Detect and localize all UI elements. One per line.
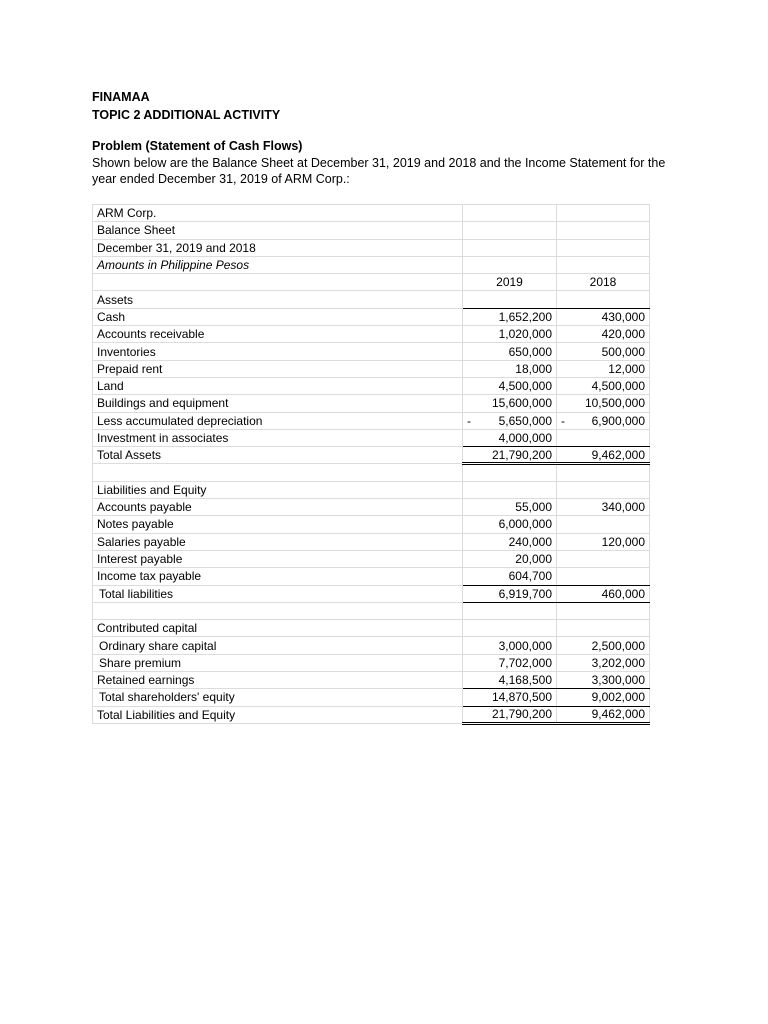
amount: 9,462,000 [591,447,645,462]
amount-2019 [463,533,557,550]
amount-2018 [557,395,650,412]
amount-2018 [557,429,650,446]
amount-2019 [463,516,557,533]
line-item-label: Interest payable [93,550,463,567]
total-le-2018 [557,706,650,723]
year-header-row [93,274,650,291]
amount-2019 [463,672,557,689]
line-item-label: Land [93,377,463,394]
table-row [93,222,650,239]
line-item-label: Investment in associates [93,429,463,446]
amount: 4,500,000 [498,379,552,394]
amount: 21,790,200 [491,707,552,722]
negative-sign: - [561,413,565,428]
amount-2019 [463,360,557,377]
total-equity-2018 [557,689,650,706]
balance-sheet-table [92,204,650,725]
line-item-label: Income tax payable [93,568,463,585]
amount-2018 [557,499,650,516]
amount: 20,000 [515,552,552,567]
line-item-label: Accounts payable [93,499,463,516]
table-row [93,499,650,516]
amount-2018 [557,377,650,394]
statement-period: December 31, 2019 and 2018 [93,239,463,256]
amount-2018 [557,326,650,343]
amount-2019 [463,568,557,585]
topic-title: TOPIC 2 ADDITIONAL ACTIVITY [92,108,281,122]
equity-heading-row [93,620,650,637]
amount: 4,500,000 [591,379,645,394]
amount-2018 [557,360,650,377]
statement-name: Balance Sheet [93,222,463,239]
amount-2018 [557,412,650,429]
amount: 650,000 [508,344,552,359]
amount: 5,650,000 [498,413,552,428]
amount: 6,919,700 [498,586,552,601]
total-liabilities-equity-label: Total Liabilities and Equity [93,706,463,723]
amount: 21,790,200 [491,447,552,462]
amount: 460,000 [601,586,645,601]
total-assets-2019 [463,447,557,464]
amount: 18,000 [515,361,552,376]
assets-heading-row [93,291,650,308]
amount: 420,000 [601,327,645,342]
amount-2019 [463,377,557,394]
table-row [93,516,650,533]
amount: 2,500,000 [591,638,645,653]
amount-2019 [463,499,557,516]
blank-row [93,464,650,481]
year-2018-header: 2018 [557,274,650,291]
liabilities-heading-row [93,481,650,498]
amount: 7,702,000 [498,655,552,670]
amount-2019 [463,343,557,360]
total-liabilities-2019 [463,585,557,602]
amount: 1,020,000 [498,327,552,342]
amount: 4,168,500 [498,673,552,688]
assets-heading: Assets [93,291,463,308]
amount: 240,000 [508,534,552,549]
table-row [93,360,650,377]
amount: 6,000,000 [498,517,552,532]
line-item-label: Retained earnings [93,672,463,689]
table-row [93,637,650,654]
negative-sign: - [467,413,471,428]
amount: 604,700 [508,569,552,584]
problem-title: Problem (Statement of Cash Flows) [92,139,303,153]
amount-2018 [557,308,650,325]
amount: 14,870,500 [491,690,552,705]
amount: 15,600,000 [491,396,552,411]
amount: 12,000 [608,361,645,376]
line-item-label: Accounts receivable [93,326,463,343]
line-item-label: Notes payable [93,516,463,533]
amount: 9,002,000 [591,690,645,705]
currency-note: Amounts in Philippine Pesos [93,256,463,273]
table-row [93,308,650,325]
table-row [93,377,650,394]
amount: 9,462,000 [591,707,645,722]
amount-2018 [557,550,650,567]
table-row [93,429,650,446]
total-liabilities-equity-row [93,706,650,723]
amount: 10,500,000 [584,396,645,411]
amount-2019 [463,326,557,343]
amount: 120,000 [601,534,645,549]
table-row [93,239,650,256]
table-row [93,533,650,550]
amount: 3,000,000 [498,638,552,653]
amount-2019 [463,308,557,325]
table-row [93,654,650,671]
table-row [93,672,650,689]
equity-heading: Contributed capital [93,620,463,637]
line-item-label: Share premium [93,654,463,671]
header [92,88,280,124]
problem-statement [92,138,682,188]
table-row [93,550,650,567]
line-item-label: Buildings and equipment [93,395,463,412]
total-equity-2019 [463,689,557,706]
line-item-label: Ordinary share capital [93,637,463,654]
amount: 4,000,000 [498,431,552,445]
amount: 55,000 [515,500,552,515]
total-equity-row [93,689,650,706]
amount-2019 [463,654,557,671]
amount-2019 [463,395,557,412]
table-row [93,256,650,273]
line-item-label: Prepaid rent [93,360,463,377]
total-le-2019 [463,706,557,723]
total-liabilities-label: Total liabilities [93,585,463,602]
amount: 500,000 [601,344,645,359]
amount: 340,000 [601,500,645,515]
amount-2019 [463,637,557,654]
total-assets-2018 [557,447,650,464]
total-equity-label: Total shareholders' equity [93,689,463,706]
amount-2018 [557,343,650,360]
table-row [93,395,650,412]
line-item-label: Cash [93,308,463,325]
amount-2019 [463,429,557,446]
course-title: FINAMAA [92,90,150,104]
amount: 3,202,000 [591,655,645,670]
amount-2018 [557,637,650,654]
table-row [93,568,650,585]
table-row [93,205,650,222]
table-row [93,343,650,360]
amount: 6,900,000 [591,413,645,428]
line-item-label: Salaries payable [93,533,463,550]
line-item-label: Inventories [93,343,463,360]
amount-2019 [463,550,557,567]
company-name: ARM Corp. [93,205,463,222]
amount-2018 [557,672,650,689]
year-2019-header: 2019 [463,274,557,291]
total-liabilities-2018 [557,585,650,602]
amount-2018 [557,654,650,671]
total-assets-row [93,447,650,464]
table-row [93,326,650,343]
amount: 3,300,000 [591,673,645,688]
amount-2018 [557,533,650,550]
total-assets-label: Total Assets [93,447,463,464]
amount-2018 [557,568,650,585]
liabilities-heading: Liabilities and Equity [93,481,463,498]
amount: 430,000 [601,309,645,324]
line-item-label: Less accumulated depreciation [93,412,463,429]
total-liabilities-row [93,585,650,602]
amount-2019 [463,412,557,429]
amount-2018 [557,516,650,533]
problem-text: Shown below are the Balance Sheet at December 31, 2019 and 2018 and the Income Statement for the year ended December 31, 2019 of ARM Corp.: [92,155,666,186]
amount: 1,652,200 [498,309,552,324]
table-row [93,412,650,429]
blank-row [93,602,650,619]
